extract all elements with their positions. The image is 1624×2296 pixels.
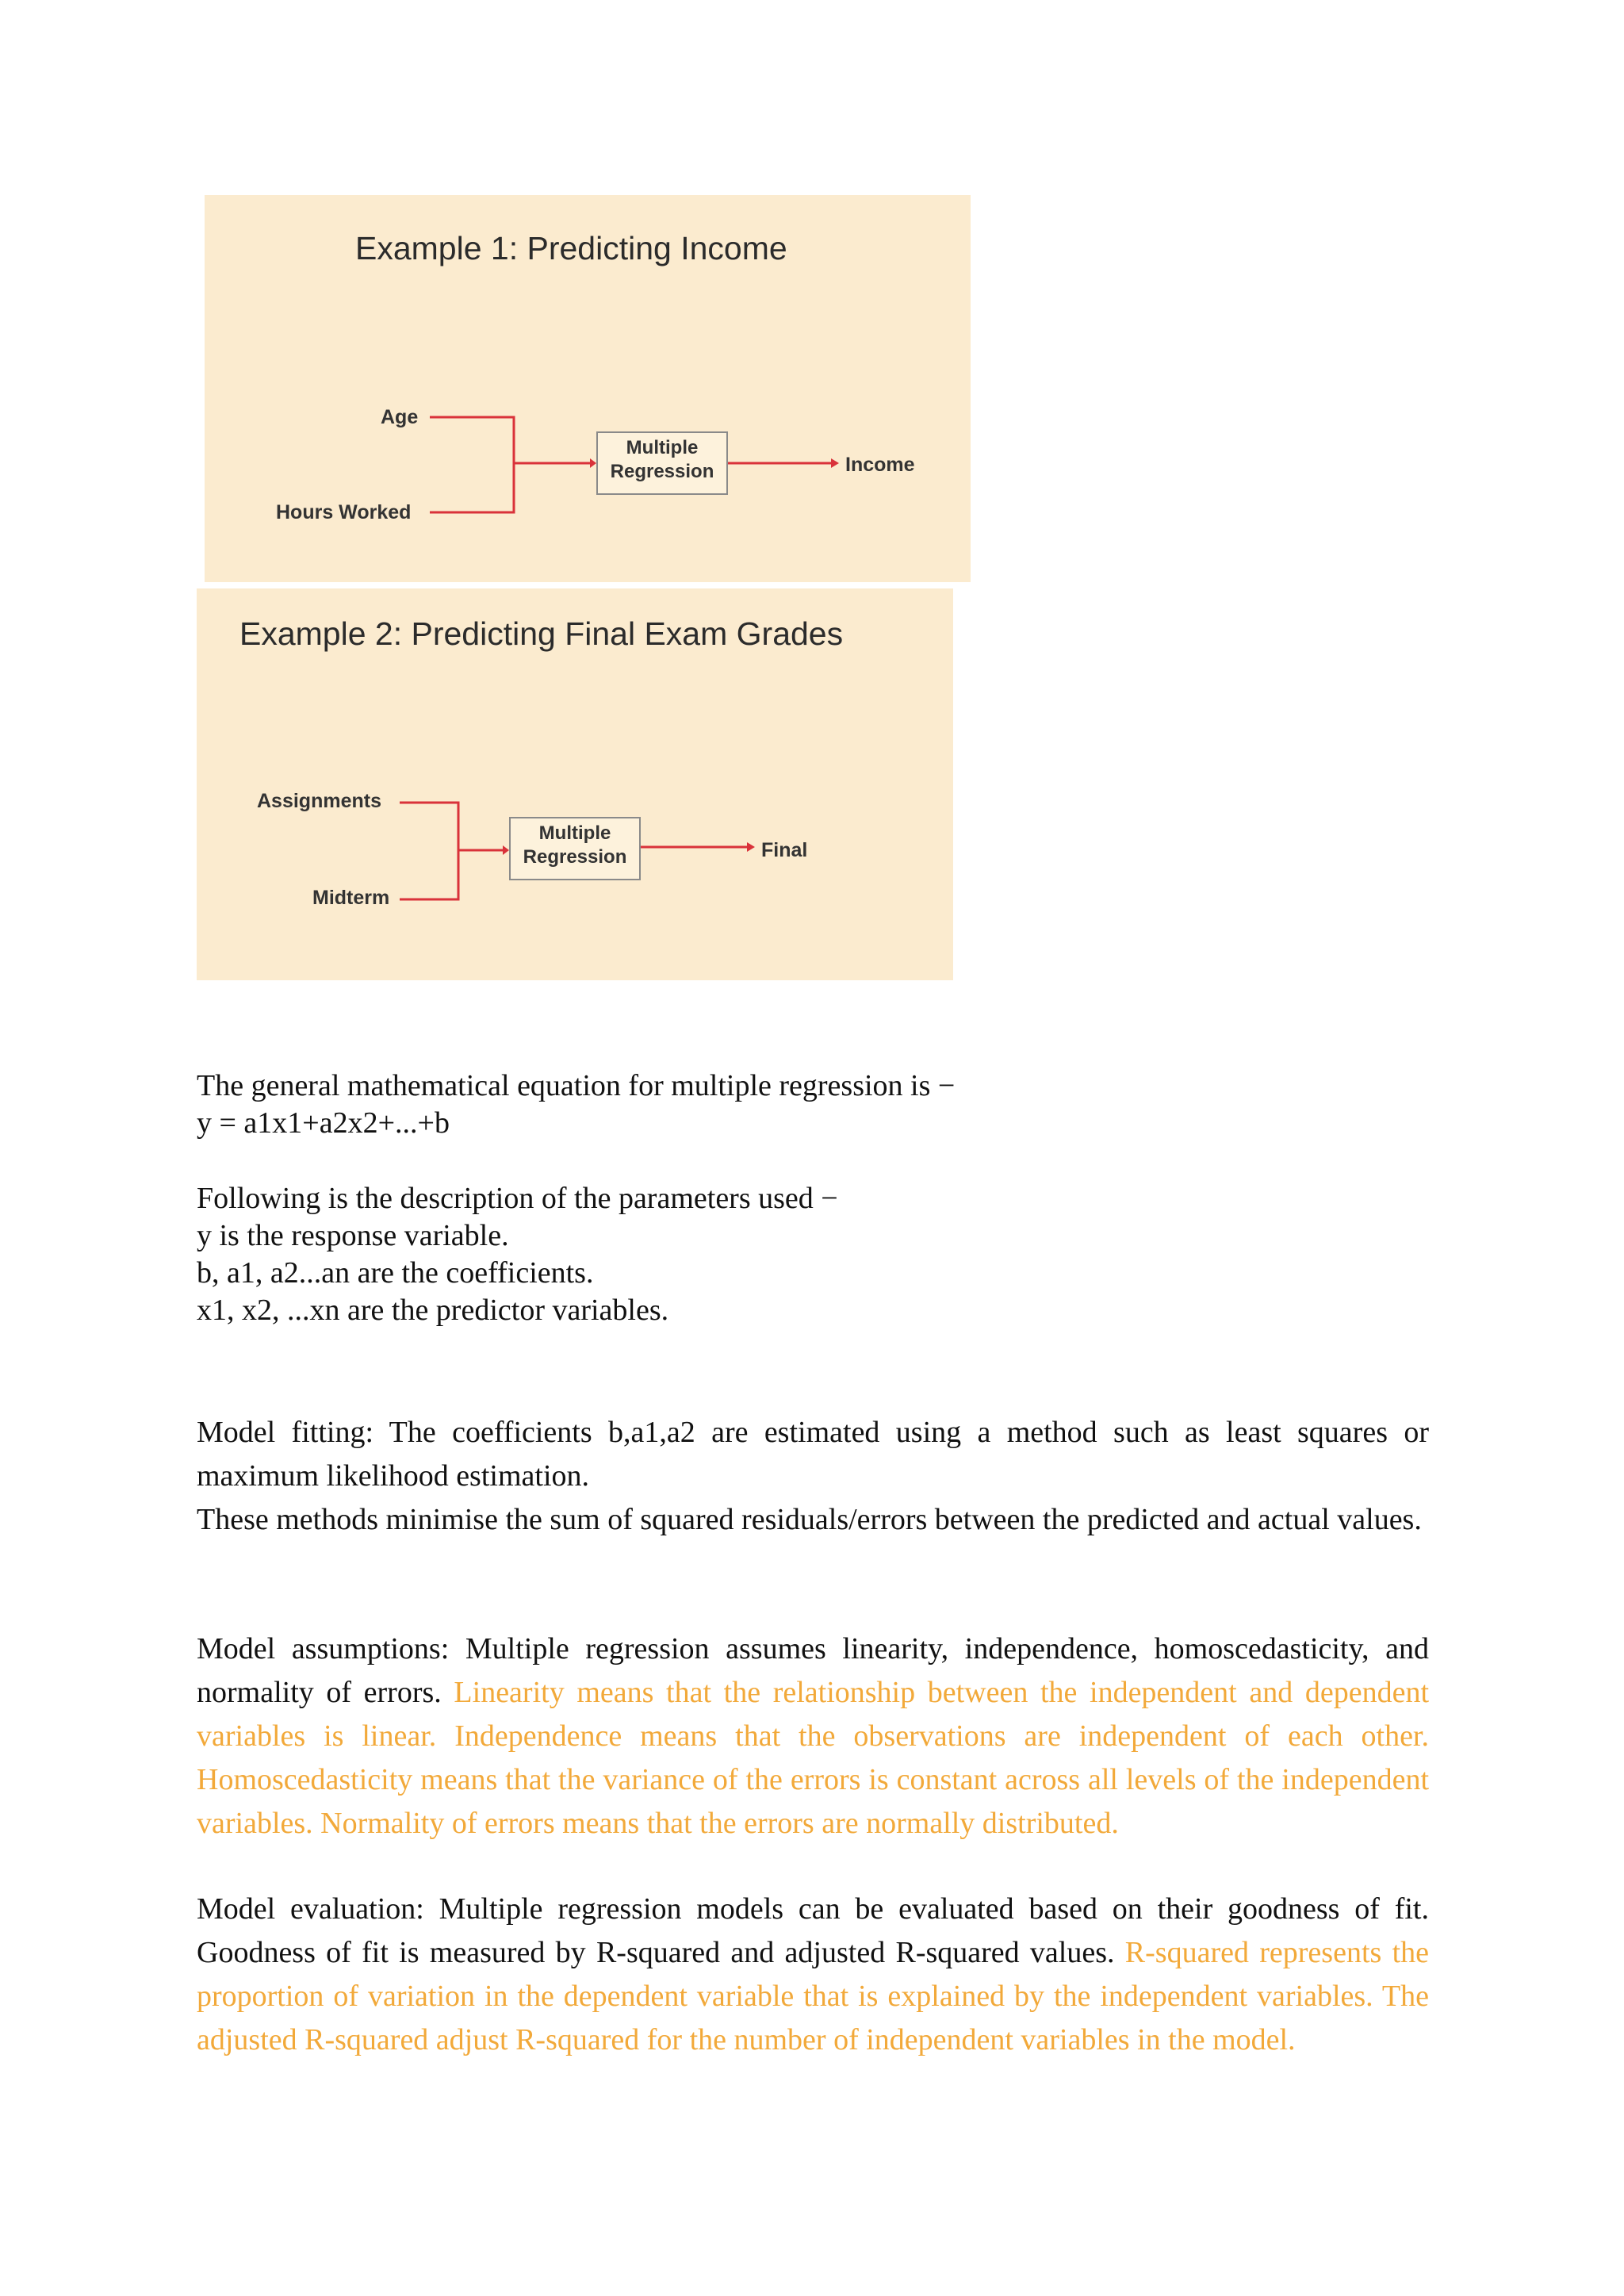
equation-intro: The general mathematical equation for multiple regression is − <box>197 1069 956 1102</box>
figure-title: Example 1: Predicting Income <box>355 230 787 266</box>
model-fitting-paragraph <box>197 1411 1429 1542</box>
input-bracket-line <box>430 417 514 512</box>
parameter-item: b, a1, a2...an are the coefficients. <box>197 1256 594 1290</box>
output-label-final: Final <box>761 839 808 861</box>
model-assumptions-paragraph <box>197 1627 1429 1846</box>
connector-lines <box>197 588 953 980</box>
model-assumptions-text: Model assumptions: Multiple regression assumes linearity, independence, homoscedasticity, and normality of errors. <box>197 1632 1429 1709</box>
input-label-assignments: Assignments <box>257 790 381 812</box>
model-evaluation-paragraph <box>197 1888 1429 2062</box>
equation-section <box>197 1068 1429 1142</box>
figure-title: Example 2: Predicting Final Exam Grades <box>239 615 844 652</box>
input-bracket-line <box>400 803 458 899</box>
parameters-section <box>197 1180 1429 1329</box>
model-fitting-text2: These methods minimise the sum of squared residuals/errors between the predicted and actual values. <box>197 1503 1422 1536</box>
arrow-head-into-model <box>590 458 596 468</box>
equation-formula: y = a1x1+a2x2+...+b <box>197 1106 450 1140</box>
model-evaluation-text: Model evaluation: Multiple regression models can be evaluated based on their goodness of fit. Goodness of fit is measured by R-squared and adjusted R-squared values. <box>197 1892 1429 1969</box>
model-evaluation-highlight: R-squared represents the proportion of variation in the dependent variable that is explained by the independent variables. The adjusted R-squared adjust R-squared for the number of independent variables in the model. <box>197 1936 1430 2056</box>
connector-lines <box>205 195 971 582</box>
parameter-item: y is the response variable. <box>197 1219 509 1252</box>
model-label-line2: Regression <box>523 846 627 868</box>
figure-predicting-income <box>205 195 971 582</box>
model-label-line2: Regression <box>610 461 714 482</box>
input-label-age: Age <box>381 406 419 428</box>
model-fitting-text: Model fitting: The coefficients b,a1,a2 are estimated using a method such as least squares or maximum likelihood estimation. <box>197 1416 1429 1493</box>
parameters-intro: Following is the description of the parameters used − <box>197 1182 838 1215</box>
parameter-item: x1, x2, ...xn are the predictor variables. <box>197 1294 669 1327</box>
model-label-line1: Multiple <box>626 437 699 458</box>
model-label-line1: Multiple <box>538 822 611 844</box>
figure-predicting-final-exam-grades <box>197 588 953 980</box>
arrow-head-into-output <box>831 458 839 468</box>
output-label-income: Income <box>845 454 915 476</box>
input-label-midterm: Midterm <box>312 887 390 909</box>
arrow-head-into-model <box>503 845 509 855</box>
arrow-head-into-output <box>747 842 755 852</box>
input-label-hours-worked: Hours Worked <box>276 501 412 523</box>
model-assumptions-highlight: Linearity means that the relationship between the independent and dependent variables is linear. Independence means that the observations are independent of each other. Homoscedasticity means that the variance of the errors is constant across all levels of the independent variables. Normality of errors means that the errors are normally distributed. <box>197 1676 1430 1840</box>
